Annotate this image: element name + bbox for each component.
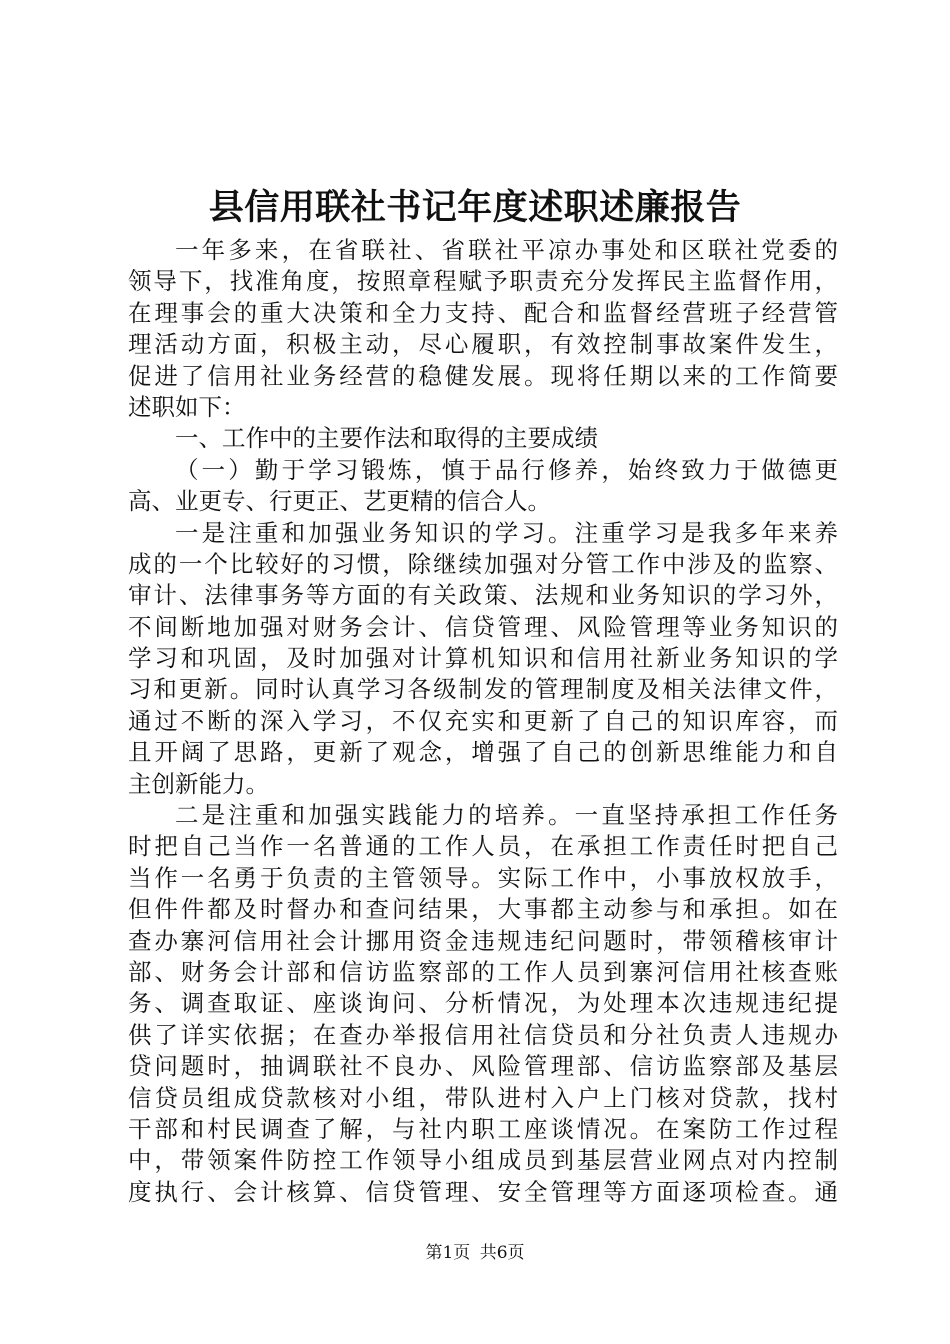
- text-line: 且开阔了思路，更新了观念，增强了自己的创新思维能力和自: [128, 738, 838, 767]
- text-line: 成的一个比较好的习惯，除继续加强对分管工作中涉及的监察、: [128, 549, 838, 578]
- text-line: 领导下，找准角度，按照章程赋予职责充分发挥民主监督作用，: [128, 267, 838, 296]
- text-line: 干部和村民调查了解，与社内职工座谈情况。在案防工作过程: [128, 1114, 838, 1143]
- text-line: 通过不断的深入学习，不仅充实和更新了自己的知识库容，而: [128, 706, 838, 735]
- text-line: 一是注重和加强业务知识的学习。注重学习是我多年来养: [175, 518, 838, 547]
- text-line: 时把自己当作一名普通的工作人员，在承担工作责任时把自己: [128, 832, 838, 861]
- text-line: 一年多来，在省联社、省联社平凉办事处和区联社党委的: [175, 236, 838, 264]
- text-line: 当作一名勇于负责的主管领导。实际工作中，小事放权放手，: [128, 863, 838, 892]
- text-line: 述职如下：: [128, 392, 246, 421]
- text-line: 查办寨河信用社会计挪用资金违规违纪问题时，带领稽核审计: [128, 926, 838, 955]
- text-line: 不间断地加强对财务会计、信贷管理、风险管理等业务知识的: [128, 612, 838, 641]
- text-line: 一、工作中的主要作法和取得的主要成绩: [175, 424, 598, 453]
- text-line: 主创新能力。: [128, 769, 269, 798]
- text-line: 理活动方面，积极主动，尽心履职，有效控制事故案件发生，: [128, 330, 838, 359]
- text-line: 但件件都及时督办和查问结果，大事都主动参与和承担。如在: [128, 895, 838, 924]
- text-line: 习和更新。同时认真学习各级制发的管理制度及相关法律文件，: [128, 675, 838, 704]
- text-line: 在理事会的重大决策和全力支持、配合和监督经营班子经营管: [128, 298, 838, 327]
- text-line: 审计、法律事务等方面的有关政策、法规和业务知识的学习外，: [128, 581, 838, 610]
- text-line: 中，带领案件防控工作领导小组成员到基层营业网点对内控制: [128, 1146, 838, 1175]
- document-title: 县信用联社书记年度述职述廉报告: [208, 187, 742, 228]
- document-body: [128, 235, 838, 1208]
- page-number: 第1页: [425, 1243, 471, 1263]
- text-line: 二是注重和加强实践能力的培养。一直坚持承担工作任务: [175, 801, 838, 830]
- page-total: 共6页: [479, 1243, 525, 1263]
- text-line: 供了详实依据；在查办举报信用社信贷员和分社负责人违规办: [128, 1020, 838, 1049]
- text-line: 务、调查取证、座谈询问、分析情况，为处理本次违规违纪提: [128, 989, 838, 1018]
- text-line: 学习和巩固，及时加强对计算机知识和信用社新业务知识的学: [128, 644, 838, 673]
- text-line: 贷问题时，抽调联社不良办、风险管理部、信访监察部及基层: [128, 1052, 838, 1081]
- text-line: 信贷员组成贷款核对小组，带队进村入户上门核对贷款，找村: [128, 1083, 838, 1112]
- text-line: （一）勤于学习锻炼，慎于品行修养，始终致力于做德更: [175, 455, 838, 484]
- text-line: 促进了信用社业务经营的稳健发展。现将任期以来的工作简要: [128, 361, 838, 390]
- text-line: 高、业更专、行更正、艺更精的信合人。: [128, 487, 551, 516]
- text-line: 部、财务会计部和信访监察部的工作人员到寨河信用社核查账: [128, 957, 838, 986]
- text-line: 度执行、会计核算、信贷管理、安全管理等方面逐项检查。通: [128, 1177, 838, 1206]
- page-footer: [0, 1241, 950, 1265]
